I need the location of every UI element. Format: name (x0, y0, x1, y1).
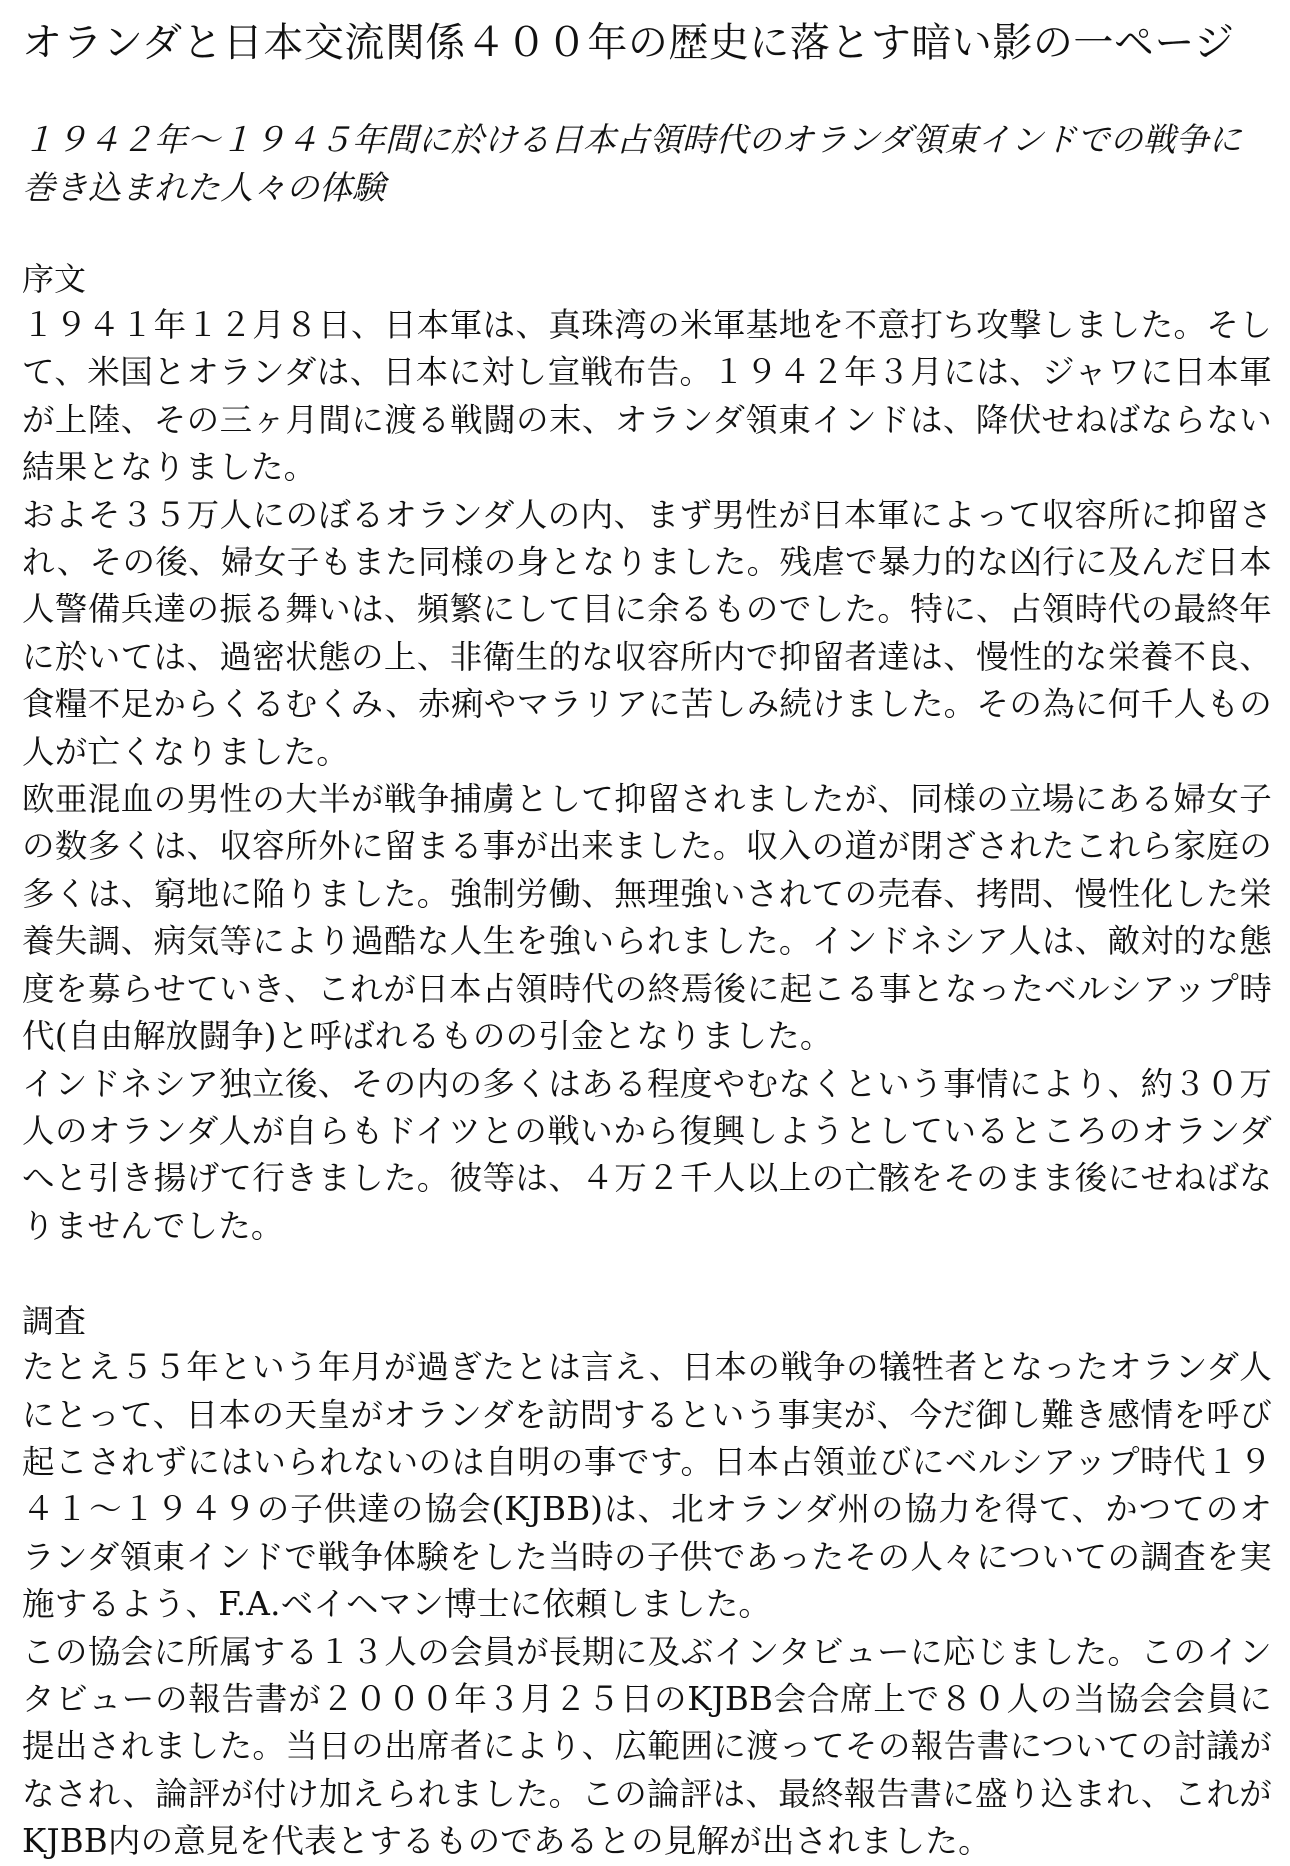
preface-paragraph-3: 欧亜混血の男性の大半が戦争捕虜として抑留されましたが、同様の立場にある婦女子の数多くは、収容所外に留まる事が出来ました。収入の道が閉ざされたこれら家庭の多くは、窮地に陥りました。強制労働、無理強いされての売春、拷問、慢性化した栄養失調、病気等により過酷な人生を強いられました。インドネシア人は、敵対的な態度を募らせていき、これが日本占領時代の終焉後に起こる事となったベルシアップ時代(自由解放闘争)と呼ばれるものの引金となりました。 (22, 780, 1272, 1056)
section-heading-survey: 調査 (22, 1302, 87, 1341)
preface-paragraph-4: インドネシア独立後、その内の多くはある程度やむなくという事情により、約３０万人のオランダ人が自らもドイツとの戦いから復興しようとしているところのオランダへと引き揚げて行きました。彼等は、４万２千人以上の亡骸をそのまま後にせねばなりませんでした。 (22, 1064, 1272, 1245)
section-heading-preface: 序文 (22, 260, 87, 298)
document-subtitle: １９４２年～１９４５年間に於ける日本占領時代のオランダ領東インドでの戦争に巻き込まれた人々の体験 (22, 120, 1242, 207)
preface-paragraph-1: １９４１年１２月８日、日本軍は、真珠湾の米軍基地を不意打ち攻撃しました。そして、米国とオランダは、日本に対し宣戦布告。１９４２年３月には、ジャワに日本軍が上陸、その三ヶ月間に渡る戦闘の末、オランダ領東インドは、降伏せねばならない結果となりました。 (22, 306, 1272, 487)
survey-paragraph-1: たとえ５５年という年月が過ぎたとは言え、日本の戦争の犠牲者となったオランダ人にとって、日本の天皇がオランダを訪問するという事実が、今だ御し難き感情を呼び起こされずにはいられないのは自明の事です。日本占領並びにベルシアップ時代１９４１～１９４９の子供達の協会(KJBB)は、北オランダ州の協力を得て、かつてのオランダ領東インドで戦争体験をした当時の子供であったその人々についての調査を実施するよう、F.A.ベイヘマン博士に依頼しました。 (22, 1348, 1272, 1624)
document-page (22, 14, 1272, 1866)
section-survey (22, 1298, 1272, 1865)
survey-paragraph-2: この協会に所属する１３人の会員が長期に及ぶインタビューに応じました。このインタビューの報告書が２０００年３月２５日のKJBB会合席上で８０人の当協会会員に提出されました。当日の出席者により、広範囲に渡ってその報告書についての討議がなされ、論評が付け加えられました。この論評は、最終報告書に盛り込まれ、これがKJBB内の意見を代表とするものであるとの見解が出されました。 (22, 1632, 1272, 1861)
document-title: オランダと日本交流関係４００年の歴史に落とす暗い影の一ページ (22, 20, 1235, 66)
section-divider-space (22, 1250, 1272, 1298)
preface-paragraph-2: およそ３５万人にのぼるオランダ人の内、まず男性が日本軍によって収容所に抑留され、その後、婦女子もまた同様の身となりました。残虐で暴力的な凶行に及んだ日本人警備兵達の振る舞いは、頻繁にして目に余るものでした。特に、占領時代の最終年に於いては、過密状態の上、非衛生的な収容所内で抑留者達は、慢性的な栄養不良、食糧不足からくるむくみ、赤痢やマラリアに苦しみ続けました。その為に何千人もの人が亡くなりました。 (22, 495, 1272, 771)
section-preface (22, 256, 1272, 1250)
